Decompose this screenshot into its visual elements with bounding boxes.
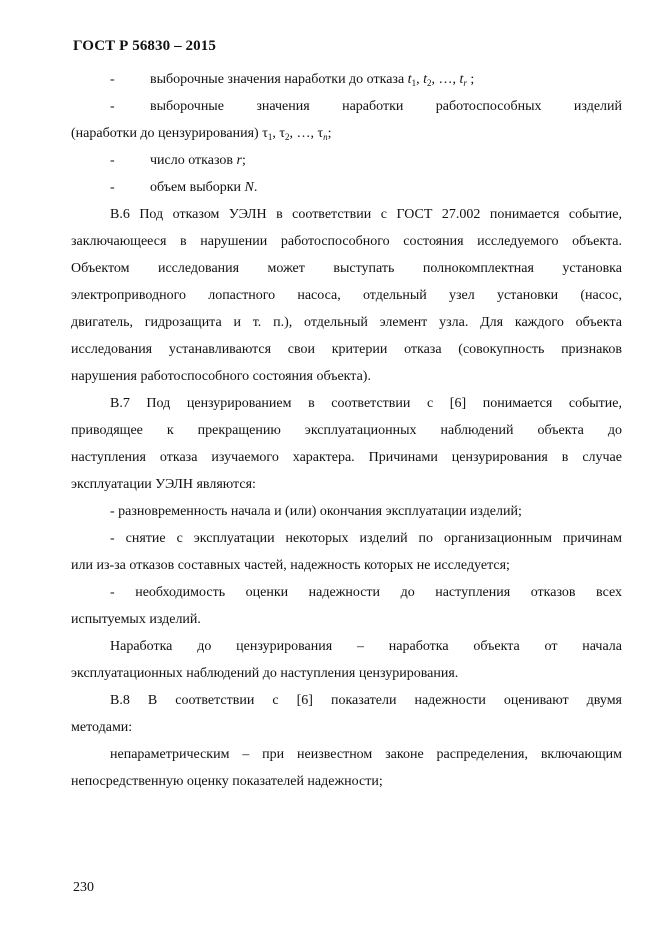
list-item: - выборочные значения наработки до отказа $t_1$, $t_2$, …, $t_r$ ; — [71, 66, 622, 93]
list-item: непараметрическим – при неизвестном законе распределения, включающим — [110, 747, 622, 762]
list-item: - необходимость оценки надежности до наступления отказов всех — [110, 585, 622, 600]
list-item: - число отказов r; — [71, 147, 622, 174]
document-header: ГОСТ Р 56830 – 2015 — [73, 38, 216, 54]
paragraph-b7: В.7 Под цензурированием в соответствии с [6] понимается событие, приводящее к прекращению эксплуатационных наблюдений объекта до наступления отказа изучаемого характера. Причинами цензурирования в случае эксплуатации УЭЛН являются: - разновременность начала и (или) окончания эксплуатации изделий; - снятие с эксплуатации некоторых изделий по организационным причинам или из-за отказов составных частей, надежность которых не исследуется; - необходимость оценки надежности до наступления отказов всех испытуемых изделий. Наработка до цензурирования – наработка объекта от начала эксплуатационных наблюдений до наступления цензурирования. — [71, 396, 622, 681]
list-item: - разновременность начала и (или) окончания эксплуатации изделий; — [110, 504, 522, 519]
list-item: - объем выборки N. — [71, 174, 622, 201]
list-dash: - — [110, 72, 115, 87]
paragraph-b8: В.8 В соответствии с [6] показатели надежности оценивают двумя методами: непараметрическим – при неизвестном законе распределения, включающим непосредственную оценку показателей надежности; — [71, 693, 622, 789]
list-dash: - — [110, 180, 115, 195]
paragraph-b6: В.6 Под отказом УЭЛН в соответствии с ГОСТ 27.002 понимается событие, заключающееся в нарушении работоспособного состояния исследуемого объекта. Объектом исследования может выступать полнокомплектная установка электроприводного лопастного насоса, отдельный узел установки (насос, двигатель, гидрозащита и т. п.), отдельный элемент узла. Для каждого объекта исследования устанавливаются свои критерии отказа (совокупность признаков нарушения работоспособного состояния объекта). — [71, 207, 622, 384]
document-body — [71, 66, 622, 795]
list-item-continuation: (наработки до цензурирования) $\tau_1$, $\tau_2$, …, $\tau_n$; — [71, 126, 332, 142]
definition: Наработка до цензурирования – наработка объекта от начала — [110, 639, 622, 654]
page-number: 230 — [73, 880, 94, 895]
list-item: - выборочные значения наработки работоспособных изделий — [71, 93, 622, 120]
list-item: - снятие с эксплуатации некоторых изделий по организационным причинам — [110, 531, 622, 546]
list-dash: - — [110, 153, 115, 168]
list-dash: - — [110, 99, 115, 114]
